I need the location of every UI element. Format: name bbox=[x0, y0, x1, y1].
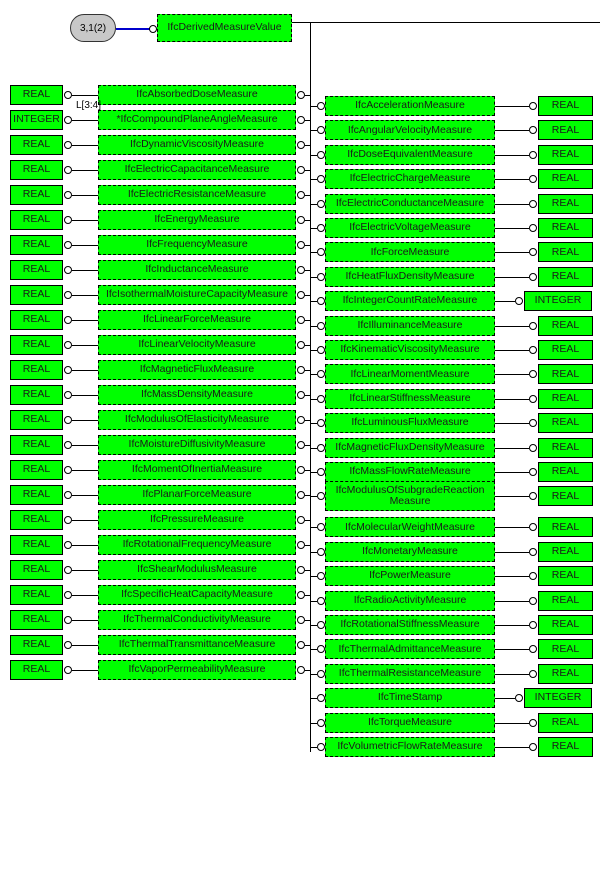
type-connector-right-0 bbox=[529, 102, 537, 110]
type-connector-right-14 bbox=[529, 444, 537, 452]
type-link-left-5 bbox=[72, 220, 98, 221]
type-connector-right-5 bbox=[529, 224, 537, 232]
type-box-left-19: REAL bbox=[10, 560, 63, 580]
connector-left-23 bbox=[297, 666, 305, 674]
type-connector-left-20 bbox=[64, 591, 72, 599]
type-connector-left-14 bbox=[64, 441, 72, 449]
entity-left-10[interactable]: IfcLinearVelocityMeasure bbox=[98, 335, 296, 355]
type-box-left-12: REAL bbox=[10, 385, 63, 405]
type-connector-right-25 bbox=[529, 719, 537, 727]
type-connector-left-0 bbox=[64, 91, 72, 99]
page-reference: 3,1(2) bbox=[70, 14, 116, 42]
type-link-right-24 bbox=[495, 698, 515, 699]
connector-right-5 bbox=[317, 224, 325, 232]
connector-left-16 bbox=[297, 491, 305, 499]
connector-left-6 bbox=[297, 241, 305, 249]
entity-right-13[interactable]: IfcLuminousFluxMeasure bbox=[325, 413, 495, 433]
type-link-right-8 bbox=[495, 301, 515, 302]
type-connector-left-17 bbox=[64, 516, 72, 524]
link-left-21 bbox=[305, 620, 310, 621]
type-link-left-18 bbox=[72, 545, 98, 546]
type-link-right-20 bbox=[495, 601, 529, 602]
type-connector-right-21 bbox=[529, 621, 537, 629]
connector-right-6 bbox=[317, 248, 325, 256]
link-left-9 bbox=[305, 320, 310, 321]
type-link-right-7 bbox=[495, 277, 529, 278]
connector-left-13 bbox=[297, 416, 305, 424]
entity-left-12[interactable]: IfcMassDensityMeasure bbox=[98, 385, 296, 405]
type-box-left-4: REAL bbox=[10, 185, 63, 205]
entity-left-9[interactable]: IfcLinearForceMeasure bbox=[98, 310, 296, 330]
connector-right-11 bbox=[317, 370, 325, 378]
page-reference-connector bbox=[149, 25, 157, 33]
type-link-right-15 bbox=[495, 472, 529, 473]
link-left-19 bbox=[305, 570, 310, 571]
entity-right-21[interactable]: IfcRotationalStiffnessMeasure bbox=[325, 615, 495, 635]
connector-left-9 bbox=[297, 316, 305, 324]
type-box-left-5: REAL bbox=[10, 210, 63, 230]
type-connector-left-1 bbox=[64, 116, 72, 124]
type-box-right-0: REAL bbox=[538, 96, 593, 116]
type-link-left-3 bbox=[72, 170, 98, 171]
connector-left-3 bbox=[297, 166, 305, 174]
type-link-left-2 bbox=[72, 145, 98, 146]
connector-right-17 bbox=[317, 523, 325, 531]
type-connector-right-23 bbox=[529, 670, 537, 678]
type-box-left-13: REAL bbox=[10, 410, 63, 430]
connector-left-5 bbox=[297, 216, 305, 224]
entity-left-4[interactable]: IfcElectricResistanceMeasure bbox=[98, 185, 296, 205]
link-left-20 bbox=[305, 595, 310, 596]
link-left-2 bbox=[305, 145, 310, 146]
type-connector-left-13 bbox=[64, 416, 72, 424]
connector-right-8 bbox=[317, 297, 325, 305]
type-connector-right-22 bbox=[529, 645, 537, 653]
connector-left-0 bbox=[297, 91, 305, 99]
type-connector-right-11 bbox=[529, 370, 537, 378]
type-connector-right-4 bbox=[529, 200, 537, 208]
type-connector-right-3 bbox=[529, 175, 537, 183]
type-connector-right-17 bbox=[529, 523, 537, 531]
entity-left-16[interactable]: IfcPlanarForceMeasure bbox=[98, 485, 296, 505]
connector-left-18 bbox=[297, 541, 305, 549]
type-connector-right-19 bbox=[529, 572, 537, 580]
type-connector-left-8 bbox=[64, 291, 72, 299]
type-box-left-20: REAL bbox=[10, 585, 63, 605]
entity-right-11[interactable]: IfcLinearMomentMeasure bbox=[325, 364, 495, 384]
type-connector-right-7 bbox=[529, 273, 537, 281]
type-box-left-7: REAL bbox=[10, 260, 63, 280]
type-link-right-10 bbox=[495, 350, 529, 351]
connector-left-17 bbox=[297, 516, 305, 524]
entity-right-2[interactable]: IfcDoseEquivalentMeasure bbox=[325, 145, 495, 165]
type-box-right-3: REAL bbox=[538, 169, 593, 189]
entity-right-15[interactable]: IfcMassFlowRateMeasure bbox=[325, 462, 495, 482]
entity-left-0[interactable]: IfcAbsorbedDoseMeasure bbox=[98, 85, 296, 105]
entity-left-11[interactable]: IfcMagneticFluxMeasure bbox=[98, 360, 296, 380]
connector-right-18 bbox=[317, 548, 325, 556]
root-entity[interactable]: IfcDerivedMeasureValue bbox=[157, 14, 292, 42]
type-connector-left-6 bbox=[64, 241, 72, 249]
connector-left-20 bbox=[297, 591, 305, 599]
connector-right-26 bbox=[317, 743, 325, 751]
type-connector-left-12 bbox=[64, 391, 72, 399]
entity-left-13[interactable]: IfcModulusOfElasticityMeasure bbox=[98, 410, 296, 430]
type-connector-right-2 bbox=[529, 151, 537, 159]
connector-right-10 bbox=[317, 346, 325, 354]
link-left-14 bbox=[305, 445, 310, 446]
type-connector-left-16 bbox=[64, 491, 72, 499]
type-box-right-1: REAL bbox=[538, 120, 593, 140]
connector-left-2 bbox=[297, 141, 305, 149]
trunk-line bbox=[310, 22, 311, 752]
link-left-8 bbox=[305, 295, 310, 296]
connector-right-12 bbox=[317, 395, 325, 403]
connector-right-15 bbox=[317, 468, 325, 476]
type-link-right-0 bbox=[495, 106, 529, 107]
entity-left-18[interactable]: IfcRotationalFrequencyMeasure bbox=[98, 535, 296, 555]
type-box-right-13: REAL bbox=[538, 413, 593, 433]
type-connector-right-8 bbox=[515, 297, 523, 305]
connector-right-20 bbox=[317, 597, 325, 605]
type-box-left-17: REAL bbox=[10, 510, 63, 530]
type-link-right-5 bbox=[495, 228, 529, 229]
type-link-left-22 bbox=[72, 645, 98, 646]
connector-left-4 bbox=[297, 191, 305, 199]
type-link-left-12 bbox=[72, 395, 98, 396]
type-link-right-13 bbox=[495, 423, 529, 424]
entity-left-21[interactable]: IfcThermalConductivityMeasure bbox=[98, 610, 296, 630]
type-box-right-19: REAL bbox=[538, 566, 593, 586]
link-left-17 bbox=[305, 520, 310, 521]
entity-right-25[interactable]: IfcTorqueMeasure bbox=[325, 713, 495, 733]
page-reference-link bbox=[116, 28, 150, 30]
connector-left-1 bbox=[297, 116, 305, 124]
entity-right-5[interactable]: IfcElectricVoltageMeasure bbox=[325, 218, 495, 238]
type-connector-right-6 bbox=[529, 248, 537, 256]
aggregate-label: L[3:4] bbox=[76, 100, 102, 111]
entity-left-5[interactable]: IfcEnergyMeasure bbox=[98, 210, 296, 230]
type-connector-right-15 bbox=[529, 468, 537, 476]
type-link-left-21 bbox=[72, 620, 98, 621]
entity-right-8[interactable]: IfcIntegerCountRateMeasure bbox=[325, 291, 495, 311]
type-box-left-10: REAL bbox=[10, 335, 63, 355]
entity-right-3[interactable]: IfcElectricChargeMeasure bbox=[325, 169, 495, 189]
connector-left-11 bbox=[297, 366, 305, 374]
type-link-right-14 bbox=[495, 448, 529, 449]
entity-right-24[interactable]: IfcTimeStamp bbox=[325, 688, 495, 708]
type-box-right-18: REAL bbox=[538, 542, 593, 562]
type-box-right-23: REAL bbox=[538, 664, 593, 684]
type-link-left-1 bbox=[72, 120, 98, 121]
type-box-right-25: REAL bbox=[538, 713, 593, 733]
connector-left-7 bbox=[297, 266, 305, 274]
type-box-left-6: REAL bbox=[10, 235, 63, 255]
link-left-16 bbox=[305, 495, 310, 496]
type-link-right-16 bbox=[495, 496, 529, 497]
type-box-left-22: REAL bbox=[10, 635, 63, 655]
type-box-left-9: REAL bbox=[10, 310, 63, 330]
entity-left-1[interactable]: *IfcCompoundPlaneAngleMeasure bbox=[98, 110, 296, 130]
entity-left-22[interactable]: IfcThermalTransmittanceMeasure bbox=[98, 635, 296, 655]
type-connector-left-22 bbox=[64, 641, 72, 649]
type-link-left-14 bbox=[72, 445, 98, 446]
type-link-right-17 bbox=[495, 527, 529, 528]
type-connector-left-15 bbox=[64, 466, 72, 474]
connector-right-21 bbox=[317, 621, 325, 629]
type-box-left-3: REAL bbox=[10, 160, 63, 180]
type-connector-left-2 bbox=[64, 141, 72, 149]
type-link-left-10 bbox=[72, 345, 98, 346]
type-link-left-9 bbox=[72, 320, 98, 321]
connector-left-8 bbox=[297, 291, 305, 299]
link-left-12 bbox=[305, 395, 310, 396]
entity-right-4[interactable]: IfcElectricConductanceMeasure bbox=[325, 194, 495, 214]
type-link-left-0 bbox=[72, 95, 98, 96]
type-box-left-1: INTEGER bbox=[10, 110, 63, 130]
type-connector-right-24 bbox=[515, 694, 523, 702]
type-box-right-7: REAL bbox=[538, 267, 593, 287]
type-connector-left-21 bbox=[64, 616, 72, 624]
type-link-right-11 bbox=[495, 374, 529, 375]
type-connector-left-18 bbox=[64, 541, 72, 549]
entity-right-23[interactable]: IfcThermalResistanceMeasure bbox=[325, 664, 495, 684]
entity-right-0[interactable]: IfcAccelerationMeasure bbox=[325, 96, 495, 116]
type-link-right-9 bbox=[495, 326, 529, 327]
link-left-3 bbox=[305, 170, 310, 171]
type-box-left-16: REAL bbox=[10, 485, 63, 505]
link-left-10 bbox=[305, 345, 310, 346]
type-link-left-11 bbox=[72, 370, 98, 371]
type-box-right-10: REAL bbox=[538, 340, 593, 360]
connector-right-4 bbox=[317, 200, 325, 208]
entity-left-6[interactable]: IfcFrequencyMeasure bbox=[98, 235, 296, 255]
type-link-right-4 bbox=[495, 204, 529, 205]
type-box-right-20: REAL bbox=[538, 591, 593, 611]
link-left-5 bbox=[305, 220, 310, 221]
entity-right-1[interactable]: IfcAngularVelocityMeasure bbox=[325, 120, 495, 140]
type-link-left-7 bbox=[72, 270, 98, 271]
connector-right-0 bbox=[317, 102, 325, 110]
entity-left-20[interactable]: IfcSpecificHeatCapacityMeasure bbox=[98, 585, 296, 605]
type-link-right-22 bbox=[495, 649, 529, 650]
type-connector-right-26 bbox=[529, 743, 537, 751]
type-box-left-18: REAL bbox=[10, 535, 63, 555]
type-box-right-22: REAL bbox=[538, 639, 593, 659]
connector-right-2 bbox=[317, 151, 325, 159]
type-link-left-6 bbox=[72, 245, 98, 246]
type-box-right-5: REAL bbox=[538, 218, 593, 238]
type-link-right-3 bbox=[495, 179, 529, 180]
type-link-right-12 bbox=[495, 399, 529, 400]
entity-right-20[interactable]: IfcRadioActivityMeasure bbox=[325, 591, 495, 611]
type-link-left-16 bbox=[72, 495, 98, 496]
type-box-right-8: INTEGER bbox=[524, 291, 592, 311]
link-left-6 bbox=[305, 245, 310, 246]
type-link-left-15 bbox=[72, 470, 98, 471]
type-link-right-19 bbox=[495, 576, 529, 577]
type-link-left-20 bbox=[72, 595, 98, 596]
link-left-23 bbox=[305, 670, 310, 671]
link-left-18 bbox=[305, 545, 310, 546]
link-left-15 bbox=[305, 470, 310, 471]
type-connector-left-19 bbox=[64, 566, 72, 574]
connector-left-19 bbox=[297, 566, 305, 574]
entity-right-26[interactable]: IfcVolumetricFlowRateMeasure bbox=[325, 737, 495, 757]
type-connector-left-3 bbox=[64, 166, 72, 174]
type-link-left-23 bbox=[72, 670, 98, 671]
type-connector-left-7 bbox=[64, 266, 72, 274]
type-box-left-8: REAL bbox=[10, 285, 63, 305]
type-link-left-13 bbox=[72, 420, 98, 421]
type-box-left-11: REAL bbox=[10, 360, 63, 380]
type-box-right-15: REAL bbox=[538, 462, 593, 482]
link-left-1 bbox=[305, 120, 310, 121]
type-box-right-26: REAL bbox=[538, 737, 593, 757]
root-link bbox=[292, 22, 600, 23]
entity-left-19[interactable]: IfcShearModulusMeasure bbox=[98, 560, 296, 580]
entity-right-10[interactable]: IfcKinematicViscosityMeasure bbox=[325, 340, 495, 360]
type-box-right-14: REAL bbox=[538, 438, 593, 458]
type-box-right-4: REAL bbox=[538, 194, 593, 214]
connector-right-1 bbox=[317, 126, 325, 134]
type-connector-left-4 bbox=[64, 191, 72, 199]
type-connector-left-9 bbox=[64, 316, 72, 324]
connector-right-7 bbox=[317, 273, 325, 281]
entity-right-9[interactable]: IfcIlluminanceMeasure bbox=[325, 316, 495, 336]
connector-right-13 bbox=[317, 419, 325, 427]
entity-right-12[interactable]: IfcLinearStiffnessMeasure bbox=[325, 389, 495, 409]
entity-right-18[interactable]: IfcMonetaryMeasure bbox=[325, 542, 495, 562]
entity-left-17[interactable]: IfcPressureMeasure bbox=[98, 510, 296, 530]
connector-right-14 bbox=[317, 444, 325, 452]
connector-left-12 bbox=[297, 391, 305, 399]
entity-right-16[interactable]: IfcModulusOfSubgradeReaction Measure bbox=[325, 481, 495, 511]
type-connector-left-23 bbox=[64, 666, 72, 674]
type-link-right-25 bbox=[495, 723, 529, 724]
type-connector-left-10 bbox=[64, 341, 72, 349]
type-link-right-1 bbox=[495, 130, 529, 131]
type-box-left-23: REAL bbox=[10, 660, 63, 680]
connector-left-21 bbox=[297, 616, 305, 624]
connector-left-15 bbox=[297, 466, 305, 474]
link-left-0 bbox=[305, 95, 310, 96]
entity-right-19[interactable]: IfcPowerMeasure bbox=[325, 566, 495, 586]
type-link-right-21 bbox=[495, 625, 529, 626]
type-box-right-6: REAL bbox=[538, 242, 593, 262]
type-link-left-17 bbox=[72, 520, 98, 521]
link-left-7 bbox=[305, 270, 310, 271]
type-box-left-15: REAL bbox=[10, 460, 63, 480]
type-connector-right-18 bbox=[529, 548, 537, 556]
type-link-left-8 bbox=[72, 295, 98, 296]
type-link-right-2 bbox=[495, 155, 529, 156]
type-connector-right-12 bbox=[529, 395, 537, 403]
type-box-left-21: REAL bbox=[10, 610, 63, 630]
type-link-right-23 bbox=[495, 674, 529, 675]
connector-right-16 bbox=[317, 492, 325, 500]
link-left-11 bbox=[305, 370, 310, 371]
type-box-right-17: REAL bbox=[538, 517, 593, 537]
type-box-right-16: REAL bbox=[538, 486, 593, 506]
type-connector-right-9 bbox=[529, 322, 537, 330]
entity-left-8[interactable]: IfcIsothermalMoistureCapacityMeasure bbox=[98, 285, 296, 305]
connector-right-19 bbox=[317, 572, 325, 580]
type-connector-left-5 bbox=[64, 216, 72, 224]
entity-right-7[interactable]: IfcHeatFluxDensityMeasure bbox=[325, 267, 495, 287]
connector-right-3 bbox=[317, 175, 325, 183]
link-left-22 bbox=[305, 645, 310, 646]
connector-right-23 bbox=[317, 670, 325, 678]
type-box-right-21: REAL bbox=[538, 615, 593, 635]
connector-right-9 bbox=[317, 322, 325, 330]
type-connector-right-10 bbox=[529, 346, 537, 354]
entity-left-7[interactable]: IfcInductanceMeasure bbox=[98, 260, 296, 280]
connector-right-25 bbox=[317, 719, 325, 727]
type-box-left-2: REAL bbox=[10, 135, 63, 155]
link-left-4 bbox=[305, 195, 310, 196]
type-connector-right-20 bbox=[529, 597, 537, 605]
entity-right-22[interactable]: IfcThermalAdmittanceMeasure bbox=[325, 639, 495, 659]
type-box-right-9: REAL bbox=[538, 316, 593, 336]
entity-right-14[interactable]: IfcMagneticFluxDensityMeasure bbox=[325, 438, 495, 458]
entity-left-2[interactable]: IfcDynamicViscosityMeasure bbox=[98, 135, 296, 155]
type-connector-right-16 bbox=[529, 492, 537, 500]
entity-left-15[interactable]: IfcMomentOfInertiaMeasure bbox=[98, 460, 296, 480]
type-box-right-11: REAL bbox=[538, 364, 593, 384]
type-link-left-4 bbox=[72, 195, 98, 196]
entity-left-3[interactable]: IfcElectricCapacitanceMeasure bbox=[98, 160, 296, 180]
type-box-right-24: INTEGER bbox=[524, 688, 592, 708]
connector-left-10 bbox=[297, 341, 305, 349]
type-connector-right-13 bbox=[529, 419, 537, 427]
connector-left-22 bbox=[297, 641, 305, 649]
entity-left-14[interactable]: IfcMoistureDiffusivityMeasure bbox=[98, 435, 296, 455]
connector-right-22 bbox=[317, 645, 325, 653]
type-link-right-26 bbox=[495, 747, 529, 748]
type-box-right-2: REAL bbox=[538, 145, 593, 165]
type-box-right-12: REAL bbox=[538, 389, 593, 409]
type-box-left-0: REAL bbox=[10, 85, 63, 105]
entity-left-23[interactable]: IfcVaporPermeabilityMeasure bbox=[98, 660, 296, 680]
type-box-left-14: REAL bbox=[10, 435, 63, 455]
type-connector-left-11 bbox=[64, 366, 72, 374]
type-link-right-18 bbox=[495, 552, 529, 553]
link-left-13 bbox=[305, 420, 310, 421]
type-connector-right-1 bbox=[529, 126, 537, 134]
type-link-left-19 bbox=[72, 570, 98, 571]
entity-right-6[interactable]: IfcForceMeasure bbox=[325, 242, 495, 262]
entity-right-17[interactable]: IfcMolecularWeightMeasure bbox=[325, 517, 495, 537]
connector-left-14 bbox=[297, 441, 305, 449]
connector-right-24 bbox=[317, 694, 325, 702]
type-link-right-6 bbox=[495, 252, 529, 253]
